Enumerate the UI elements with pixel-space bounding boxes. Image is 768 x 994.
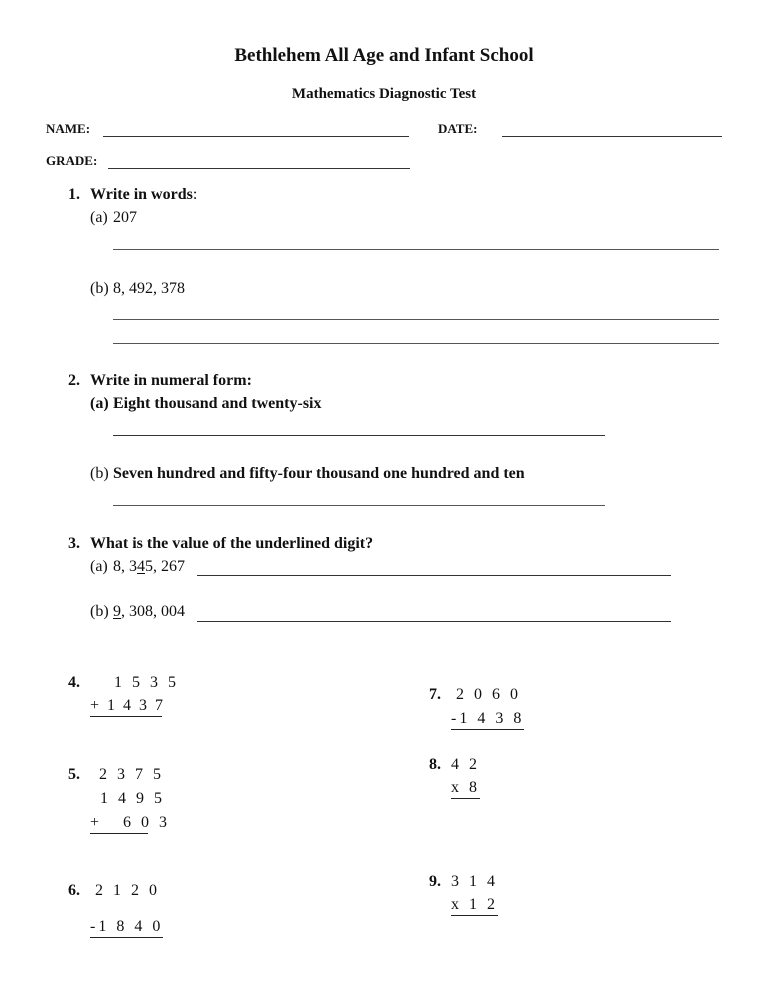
name-field[interactable] (103, 136, 409, 137)
answer-line-2b[interactable] (113, 505, 605, 506)
answer-line-2a[interactable] (113, 435, 605, 436)
question-5-line-1: 2 3 7 5 (99, 766, 164, 783)
answer-line-3b[interactable] (197, 621, 671, 622)
underlined-digit: 4 (137, 558, 145, 575)
question-7-number: 7. (429, 686, 441, 703)
question-2b: (b) Seven hundred and fifty-four thousand one hundred and ten (90, 465, 525, 482)
question-6-line-2: -1 8 4 0 (90, 918, 163, 938)
name-label: NAME: (46, 121, 91, 136)
question-2-heading (68, 372, 252, 390)
question-7-line-2: -1 4 3 8 (451, 710, 524, 730)
question-text: Write in words (90, 186, 193, 203)
answer-line-3a[interactable] (197, 575, 671, 576)
grade-field[interactable] (108, 168, 410, 169)
question-7-line-1: 2 0 6 0 (456, 686, 521, 703)
question-text: What is the value of the underlined digit? (90, 535, 374, 552)
answer-line-1b-2[interactable] (113, 343, 719, 344)
date-label: DATE: (438, 121, 478, 136)
question-8-line-2: x 8 (451, 779, 480, 799)
question-8-line-1: 4 2 (451, 756, 480, 773)
question-4-line-1: 1 5 3 5 (114, 674, 179, 691)
question-number: 1. (68, 186, 80, 203)
question-1b: (b) 8, 492, 378 (90, 280, 185, 297)
question-9-line-1: 3 1 4 (451, 873, 498, 890)
question-1a: (a) 207 (90, 209, 137, 226)
question-3-heading (68, 535, 373, 553)
question-text: Write in numeral form: (90, 372, 252, 389)
question-8-number: 8. (429, 756, 441, 773)
answer-line-1a[interactable] (113, 249, 719, 250)
question-5-number: 5. (68, 766, 80, 783)
test-title: Mathematics Diagnostic Test (291, 86, 477, 102)
question-9-number: 9. (429, 873, 441, 890)
answer-line-1b-1[interactable] (113, 319, 719, 320)
grade-label: GRADE: (46, 153, 98, 168)
question-5-line-3: + 6 0 3 (90, 814, 148, 834)
question-number: 3. (68, 535, 80, 552)
school-name: Bethlehem All Age and Infant School (234, 45, 534, 66)
underlined-digit: 9 (113, 603, 121, 620)
question-6-line-1: 2 1 2 0 (95, 882, 160, 899)
question-4-number: 4. (68, 674, 80, 691)
question-9-line-2: x 1 2 (451, 896, 498, 916)
date-field[interactable] (502, 136, 722, 137)
question-number: 2. (68, 372, 80, 389)
question-5-line-2: 1 4 9 5 (100, 790, 165, 807)
question-6-number: 6. (68, 882, 80, 899)
question-3b: (b) 9, 308, 004 (90, 603, 185, 620)
question-3a: (a) 8, 345, 267 (90, 558, 185, 575)
question-4-line-2: + 1 4 3 7 (90, 697, 162, 717)
question-1-heading: 1. Write in words: (68, 186, 198, 203)
question-2a: (a) Eight thousand and twenty-six (90, 395, 322, 412)
